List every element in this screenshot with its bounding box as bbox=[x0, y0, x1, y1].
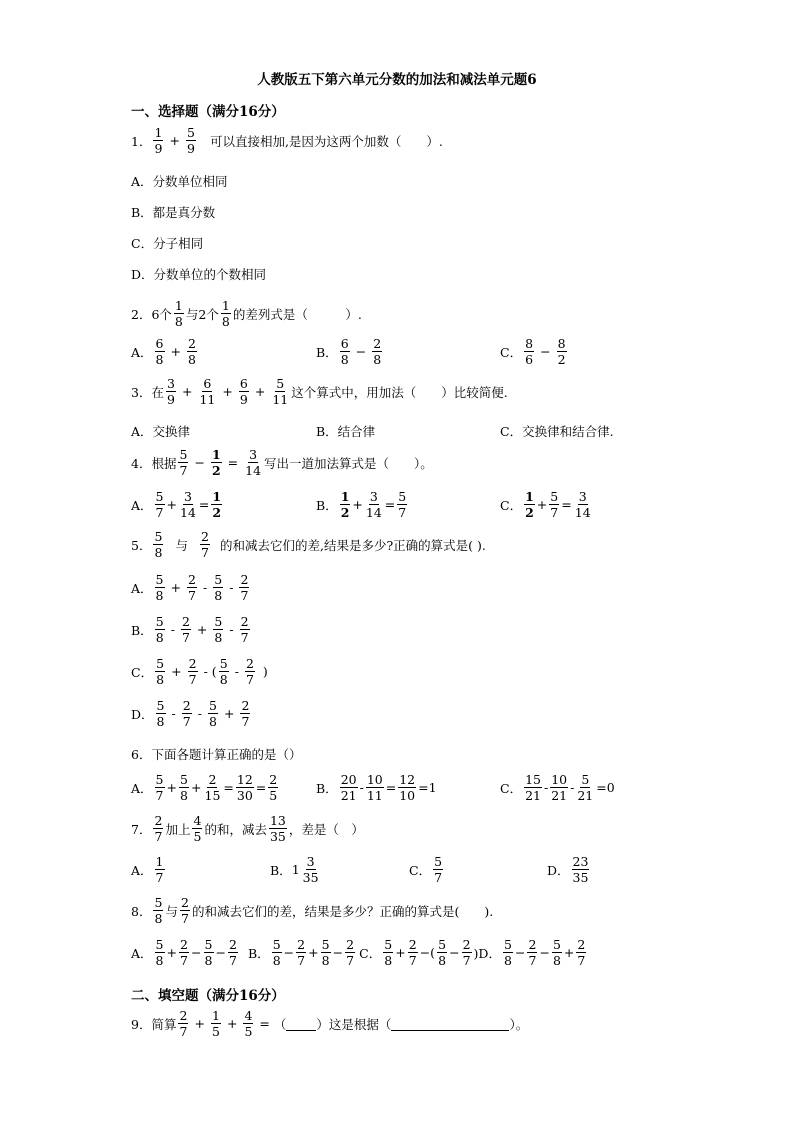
fraction: 5 8 bbox=[154, 895, 163, 927]
fraction: 4 5 bbox=[193, 813, 202, 845]
fraction: $\frac{5}{8}$ bbox=[180, 772, 188, 804]
q2-option-c[interactable]: C． 8 6 − $\frac{8}{2}$ bbox=[500, 336, 566, 368]
fraction: $\frac{1}{2}$ bbox=[211, 447, 221, 479]
q8-option-c-label[interactable]: C． bbox=[359, 945, 382, 961]
question-3: 3．在 3 9 + $\frac{6}{11}$ + $\frac{6}{9}$ + $\frac{5}{11}$ 这个算式中，用加法（ ）比较简便. bbox=[131, 376, 508, 408]
fraction: $\frac{8}{2}$ bbox=[557, 336, 566, 368]
fraction: $\frac{1}{5}$ bbox=[211, 1008, 220, 1040]
fraction: $\frac{12}{30}$ bbox=[236, 772, 253, 804]
fraction: 5 8 bbox=[154, 529, 163, 561]
fraction: 2 7 bbox=[182, 698, 191, 730]
question-6: 6．下面各题计算正确的是（） bbox=[131, 747, 302, 762]
fraction: 5 8 bbox=[272, 937, 281, 969]
fraction: $\frac{2}{7}$ bbox=[462, 937, 471, 969]
fraction: 10 21 bbox=[551, 772, 568, 804]
q4-option-b[interactable]: B． 1 2 + $\frac{3}{14}$ = $\frac{5}{7}$ bbox=[316, 489, 407, 521]
question-8: 8． 5 8 与 2 7 的和减去它们的差，结果是多少？正确的算式是( ). bbox=[131, 895, 494, 927]
section-choice-heading: 一、选择题（满分16分） bbox=[131, 104, 285, 120]
fraction: 15 21 bbox=[525, 772, 541, 804]
fraction: $\frac{2}{7}$ bbox=[346, 937, 355, 969]
fraction: 2 7 bbox=[179, 1008, 188, 1040]
fraction: 2 7 bbox=[245, 656, 254, 688]
fraction: $\frac{5}{21}$ bbox=[577, 772, 594, 804]
fraction: $\frac{2}{7}$ bbox=[577, 937, 586, 969]
q5-option-a[interactable]: A． 5 8 + $\frac{2}{7}$ - 5 8 - 2 7 bbox=[131, 572, 249, 604]
fraction: 23 35 bbox=[572, 854, 589, 886]
fraction: 3 9 bbox=[166, 376, 175, 408]
page-title: 人教版五下第六单元分数的加法和减法单元题6 bbox=[257, 72, 537, 88]
q3-option-c[interactable]: C．交换律和结合律. bbox=[500, 424, 614, 439]
q4-option-a[interactable]: A． 5 7 + $\frac{3}{14}$ = $\frac{1}{2}$ bbox=[131, 489, 222, 521]
fraction: 20 21 bbox=[340, 772, 357, 804]
fraction: 2 7 bbox=[181, 614, 190, 646]
fraction: $\frac{5}{7}$ bbox=[550, 489, 559, 521]
fraction: 1 8 bbox=[174, 298, 183, 330]
fraction: 5 8 bbox=[219, 656, 228, 688]
fraction: $\frac{5}{8}$ bbox=[321, 937, 330, 969]
fraction: $\frac{5}{8}$ bbox=[214, 614, 223, 646]
fraction: 1 8 bbox=[221, 298, 230, 330]
fraction: $\frac{5}{7}$ bbox=[398, 489, 407, 521]
answer-blank-1[interactable] bbox=[286, 1016, 316, 1031]
question-9: 9．简算 2 7 + $\frac{1}{5}$ + $\frac{4}{5}$ = （ ）这是根据（ ）。 bbox=[131, 1008, 529, 1040]
q5-option-c[interactable]: C． 5 8 + $\frac{2}{7}$ - ( 5 8 - 2 7 ) bbox=[131, 656, 268, 688]
q6-option-b[interactable]: B． 20 21 - $\frac{10}{11}$ = $\frac{12}{10}$ = 1 bbox=[316, 772, 437, 804]
fraction: 5 7 bbox=[434, 854, 443, 886]
fraction: $\frac{12}{10}$ bbox=[399, 772, 416, 804]
fraction: 2 7 bbox=[180, 895, 189, 927]
fraction: 2 7 bbox=[240, 614, 249, 646]
fraction: 5 7 bbox=[179, 447, 188, 479]
q8-option-d-label[interactable]: )D． bbox=[473, 945, 501, 961]
q5-option-b[interactable]: B． 5 8 - 2 7 + $\frac{5}{8}$ - 2 7 bbox=[131, 614, 249, 646]
fraction: 5 8 bbox=[156, 656, 165, 688]
fraction: $\frac{5}{8}$ bbox=[552, 937, 561, 969]
q1-option-a[interactable]: A．分数单位相同 bbox=[131, 174, 228, 189]
fraction: $\frac{2}{7}$ bbox=[188, 572, 196, 604]
fraction: 5 8 bbox=[438, 937, 447, 969]
q7-option-a[interactable]: A． 1 7 bbox=[131, 854, 164, 886]
q5-option-d[interactable]: D． 5 8 - 2 7 - 5 8 + $\frac{2}{7}$ bbox=[131, 698, 250, 730]
q4-option-c[interactable]: C． 1 2 + $\frac{5}{7}$ = $\frac{3}{14}$ bbox=[500, 489, 591, 521]
fraction: $\frac{2}{7}$ bbox=[528, 937, 537, 969]
fraction: $\frac{5}{8}$ bbox=[204, 937, 213, 969]
fraction: 5 8 bbox=[209, 698, 217, 730]
fraction: $\frac{3}{14}$ bbox=[574, 489, 591, 521]
fraction: 1 2 bbox=[340, 489, 350, 521]
fraction: $\frac{1}{2}$ bbox=[212, 489, 222, 521]
fraction: $\frac{2}{5}$ bbox=[269, 772, 278, 804]
fraction: $\frac{2}{7}$ bbox=[408, 937, 417, 969]
question-1: 1． 1 9 + $\frac{5}{9}$ 可以直接相加,是因为这两个加数（ ）. bbox=[131, 125, 443, 157]
fraction: 5 7 bbox=[155, 489, 164, 521]
q1-option-d[interactable]: D．分数单位的个数相同 bbox=[131, 267, 267, 282]
fraction: $\frac{10}{11}$ bbox=[366, 772, 383, 804]
q7-option-d[interactable]: D． 23 35 bbox=[547, 854, 589, 886]
fraction: 5 8 bbox=[155, 937, 164, 969]
fraction: 13 35 bbox=[269, 813, 286, 845]
fraction: $\frac{5}{11}$ bbox=[272, 376, 289, 408]
question-2: 2． 6个 1 8 与2个 1 8 的差列式是（ ）. bbox=[131, 298, 362, 330]
fraction: $\frac{5}{9}$ bbox=[186, 125, 195, 157]
q8-option-b-label[interactable]: B． bbox=[247, 945, 270, 961]
fraction: 5 8 bbox=[155, 614, 164, 646]
fraction: 2 7 bbox=[240, 572, 249, 604]
fraction: 6 8 bbox=[340, 336, 349, 368]
fraction: $\frac{2}{7}$ bbox=[188, 656, 197, 688]
fraction: 1 2 bbox=[525, 489, 534, 521]
fraction: 3 35 bbox=[302, 854, 319, 886]
q1-option-c[interactable]: C．分子相同 bbox=[131, 236, 204, 251]
q3-option-b[interactable]: B．结合律 bbox=[316, 424, 376, 439]
fraction: $\frac{3}{14}$ bbox=[365, 489, 382, 521]
fraction: 5 8 bbox=[214, 572, 223, 604]
fraction: 2 7 bbox=[154, 813, 163, 845]
fraction: 1 9 bbox=[154, 125, 163, 157]
fraction: $\frac{6}{11}$ bbox=[199, 376, 216, 408]
q8-option-a-label[interactable]: A． bbox=[131, 945, 153, 961]
fraction: $\frac{2}{7}$ bbox=[241, 698, 250, 730]
fraction: $\frac{6}{9}$ bbox=[239, 376, 248, 408]
fraction: $\frac{2}{7}$ bbox=[229, 937, 237, 969]
q8-options: A． 5 8 + $\frac{2}{7}$ − $\frac{5}{8}$ − $\frac{2}{7}$ B． 5 8 − $\frac{2}{7}$ + $\frac{5}{8}$ − $\frac{2}{7}$ C． 5 8 + $\frac{2}{7}$ − ( 5 8 − $\frac{2}{7}$ )D． 5 8 − $\frac{2}{7}$ − $\frac{5}{8}$ + $\frac{2}{7}$ bbox=[131, 937, 586, 969]
q7-option-c[interactable]: C． 5 7 bbox=[409, 854, 443, 886]
fraction: $\frac{4}{5}$ bbox=[244, 1008, 253, 1040]
fraction: $\frac{2}{15}$ bbox=[204, 772, 221, 804]
question-7: 7． 2 7 加上 4 5 的和，减去 13 35 ，差是（ ） bbox=[131, 813, 364, 845]
q6-option-a[interactable]: A． 5 7 + $\frac{5}{8}$ + $\frac{2}{15}$ = $\frac{12}{30}$ = $\frac{2}{5}$ bbox=[131, 772, 278, 804]
q6-option-c[interactable]: C． 15 21 - 10 21 - $\frac{5}{21}$ = 0 bbox=[500, 772, 615, 804]
fraction: $\frac{2}{7}$ bbox=[297, 937, 306, 969]
fraction: 5 8 bbox=[155, 572, 164, 604]
fraction: $\frac{3}{14}$ bbox=[180, 489, 196, 521]
answer-blank-2[interactable] bbox=[391, 1016, 509, 1031]
fraction: $\frac{2}{8}$ bbox=[373, 336, 382, 368]
q2-option-a[interactable]: A． 6 8 + $\frac{2}{8}$ bbox=[131, 336, 196, 368]
fraction: 5 7 bbox=[155, 772, 164, 804]
fraction: $\frac{3}{14}$ bbox=[245, 447, 262, 479]
section-fill-heading: 二、填空题（满分16分） bbox=[131, 988, 285, 1004]
fraction: 1 7 bbox=[155, 854, 164, 886]
fraction: 5 8 bbox=[384, 937, 393, 969]
fraction: $\frac{2}{8}$ bbox=[188, 336, 196, 368]
fraction: $\frac{2}{7}$ bbox=[180, 937, 188, 969]
fraction: 8 6 bbox=[525, 336, 534, 368]
question-5: 5． 5 8 与 2 7 的和减去它们的差,结果是多少?正确的算式是( ). bbox=[131, 529, 486, 561]
fraction: 5 8 bbox=[503, 937, 512, 969]
q3-option-a[interactable]: A．交换律 bbox=[131, 424, 191, 439]
fraction: 5 8 bbox=[156, 698, 165, 730]
q2-option-b[interactable]: B． 6 8 − $\frac{2}{8}$ bbox=[316, 336, 382, 368]
question-4: 4．根据 5 7 − $\frac{1}{2}$ = $\frac{3}{14}$ 写出一道加法算式是（ ）。 bbox=[131, 447, 433, 479]
q7-option-b[interactable]: B． 1 3 35 bbox=[270, 854, 319, 886]
fraction: 2 7 bbox=[200, 529, 209, 561]
q1-option-b[interactable]: B．都是真分数 bbox=[131, 205, 216, 220]
fraction: 6 8 bbox=[155, 336, 164, 368]
